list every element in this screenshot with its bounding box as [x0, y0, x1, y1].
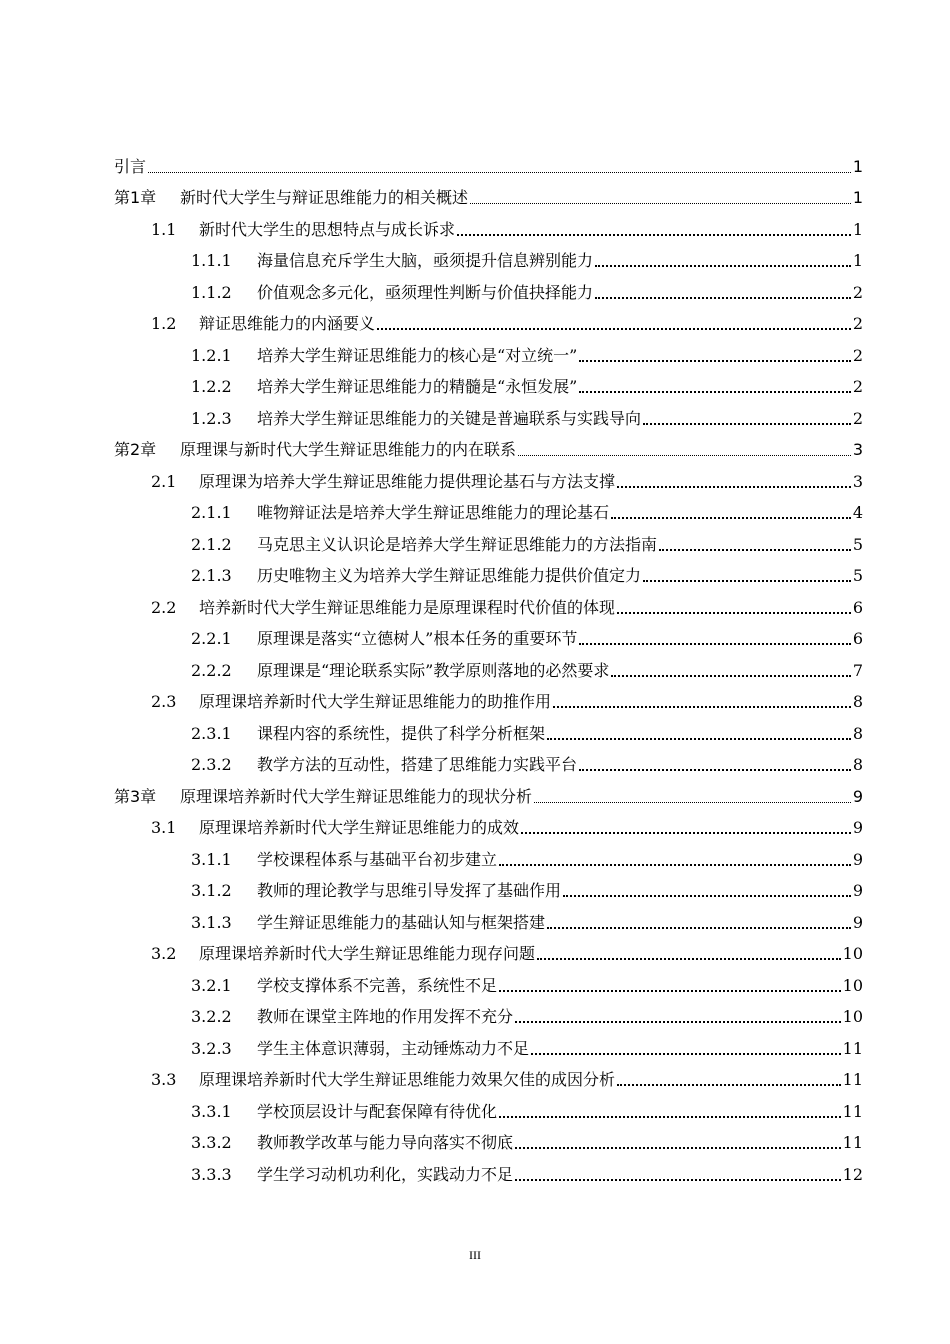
- toc-entry-chapter-1[interactable]: [114, 178, 863, 210]
- toc-page-number: 12: [842, 1164, 863, 1184]
- toc-page-number: 9: [852, 881, 863, 900]
- toc-entry-title: 学校顶层设计与配套保障有待优化: [257, 1101, 498, 1121]
- toc-entry-title: 学生辩证思维能力的基础认知与框架搭建: [257, 912, 546, 932]
- toc-page-number: 11: [842, 1101, 863, 1121]
- dot-leader: [553, 706, 851, 708]
- toc-entry-section-2-3[interactable]: [114, 682, 863, 714]
- dot-leader: [643, 423, 851, 425]
- toc-entry-title: 教师的理论教学与思维引导发挥了基础作用: [257, 881, 562, 900]
- toc-page-number: 9: [852, 818, 863, 837]
- toc-entry-title: 原理课为培养大学生辩证思维能力提供理论基石与方法支撑: [199, 471, 616, 491]
- toc-page-number: 6: [852, 597, 863, 617]
- toc-subsection-number: 3.2.1: [191, 975, 232, 995]
- dot-leader: [521, 832, 851, 834]
- toc-subsection-number: 3.3.1: [191, 1101, 232, 1121]
- toc-entry-subsection-2-3-1[interactable]: [114, 713, 863, 745]
- toc-subsection-number: 2.1.2: [191, 534, 232, 554]
- toc-page-number: 2: [852, 282, 863, 302]
- dot-leader: [547, 738, 851, 740]
- toc-entry-subsection-1-2-1[interactable]: [114, 335, 863, 367]
- toc-page-number: 6: [852, 629, 863, 648]
- toc-chapter-number: 第1章: [114, 188, 157, 207]
- toc-entry-subsection-2-1-1[interactable]: [114, 493, 863, 525]
- toc-subsection-number: 3.3.3: [191, 1164, 232, 1184]
- toc-entry-title: 历史唯物主义为培养大学生辩证思维能力提供价值定力: [257, 566, 642, 585]
- toc-entry-title: 马克思主义认识论是培养大学生辩证思维能力的方法指南: [257, 534, 658, 554]
- toc-page-number: 8: [852, 692, 863, 711]
- toc-subsection-number: 3.1.1: [191, 849, 232, 869]
- toc-page-number: 1: [852, 251, 863, 270]
- toc-subsection-number: 3.2.2: [191, 1007, 232, 1026]
- toc-entry-section-3-3[interactable]: [114, 1060, 863, 1092]
- toc-entry-subsection-3-2-3[interactable]: [114, 1028, 863, 1060]
- toc-page-number: 2: [852, 345, 863, 365]
- toc-chapter-number: 第2章: [114, 440, 157, 459]
- toc-page-number: 2: [852, 314, 863, 333]
- toc-subsection-number: 1.1.1: [191, 251, 232, 270]
- toc-subsection-number: 3.3.2: [191, 1133, 232, 1152]
- toc-entry-subsection-3-3-3[interactable]: [114, 1154, 863, 1186]
- dot-leader: [518, 455, 851, 456]
- toc-entry-subsection-1-2-2[interactable]: [114, 367, 863, 399]
- toc-entry-section-2-2[interactable]: [114, 587, 863, 619]
- toc-page-number: 10: [842, 944, 863, 963]
- toc-entry-title: 培养大学生辩证思维能力的精髓是“永恒发展”: [257, 377, 578, 396]
- toc-page-number: 9: [852, 849, 863, 869]
- toc-entry-title: 学生主体意识薄弱，主动锤炼动力不足: [257, 1038, 530, 1058]
- dot-leader: [148, 172, 851, 173]
- dot-leader: [617, 486, 851, 488]
- toc-entry-title: 原理课培养新时代大学生辩证思维能力的成效: [199, 818, 520, 837]
- toc-page-number: 2: [852, 408, 863, 428]
- dot-leader: [617, 1084, 841, 1086]
- toc-page-number: 1: [852, 188, 863, 207]
- dot-leader: [659, 549, 851, 551]
- toc-page-number: 2: [852, 377, 863, 396]
- toc-section-number: 3.3: [151, 1070, 177, 1089]
- toc-entry-title: 学生学习动机功利化，实践动力不足: [257, 1164, 514, 1184]
- toc-page-number: 5: [852, 534, 863, 554]
- toc-subsection-number: 1.2.3: [191, 408, 232, 428]
- dot-leader: [579, 769, 851, 771]
- dot-leader: [617, 612, 851, 614]
- toc-entry-subsection-2-2-2[interactable]: [114, 650, 863, 682]
- toc-entry-title: 原理课培养新时代大学生辩证思维能力现存问题: [199, 944, 536, 963]
- toc-page-number: 8: [852, 755, 863, 774]
- toc-entry-title: 原理课培养新时代大学生辩证思维能力效果欠佳的成因分析: [199, 1070, 616, 1089]
- dot-leader: [499, 864, 851, 866]
- dot-leader: [537, 958, 841, 960]
- toc-entry-title: 引言: [114, 156, 147, 176]
- toc-subsection-number: 1.2.1: [191, 345, 232, 365]
- table-of-contents: [114, 146, 863, 1186]
- toc-entry-intro[interactable]: [114, 146, 863, 178]
- toc-entry-title: 学校课程体系与基础平台初步建立: [257, 849, 498, 869]
- dot-leader: [515, 1147, 841, 1149]
- toc-entry-subsection-3-1-2[interactable]: [114, 871, 863, 903]
- toc-entry-subsection-3-3-1[interactable]: [114, 1091, 863, 1123]
- dot-leader: [534, 802, 851, 803]
- toc-entry-title: 海量信息充斥学生大脑，亟须提升信息辨别能力: [257, 251, 594, 270]
- toc-entry-title: 原理课与新时代大学生辩证思维能力的内在联系: [180, 440, 517, 459]
- toc-subsection-number: 3.1.3: [191, 912, 232, 932]
- toc-page-number: 8: [852, 723, 863, 743]
- toc-entry-title: 原理课是“理论联系实际”教学原则落地的必然要求: [257, 660, 610, 680]
- dot-leader: [579, 643, 850, 645]
- toc-entry-subsection-2-2-1[interactable]: [114, 619, 863, 651]
- toc-section-number: 2.2: [151, 597, 177, 617]
- toc-entry-title: 培养大学生辩证思维能力的关键是普遍联系与实践导向: [257, 408, 642, 428]
- toc-page-number: 7: [852, 660, 863, 680]
- toc-page-number: 9: [852, 786, 863, 806]
- dot-leader: [643, 580, 851, 582]
- toc-entry-title: 学校支撑体系不完善，系统性不足: [257, 975, 498, 995]
- toc-entry-title: 原理课培养新时代大学生辩证思维能力的助推作用: [199, 692, 552, 711]
- toc-entry-section-1-2[interactable]: [114, 304, 863, 336]
- toc-page-number: 1: [852, 156, 863, 176]
- toc-entry-title: 唯物辩证法是培养大学生辩证思维能力的理论基石: [257, 503, 610, 522]
- dot-leader: [470, 203, 851, 204]
- toc-subsection-number: 2.2.2: [191, 660, 232, 680]
- toc-page-number: 11: [842, 1070, 863, 1089]
- toc-entry-chapter-2[interactable]: [114, 430, 863, 462]
- toc-section-number: 2.3: [151, 692, 177, 711]
- toc-subsection-number: 1.2.2: [191, 377, 232, 396]
- toc-entry-title: 培养大学生辩证思维能力的核心是“对立统一”: [257, 345, 578, 365]
- toc-entry-subsection-3-2-1[interactable]: [114, 965, 863, 997]
- toc-entry-section-1-1[interactable]: [114, 209, 863, 241]
- dot-leader: [563, 895, 851, 897]
- toc-subsection-number: 1.1.2: [191, 282, 232, 302]
- toc-entry-title: 教师在课堂主阵地的作用发挥不充分: [257, 1007, 514, 1026]
- toc-entry-subsection-2-1-3[interactable]: [114, 556, 863, 588]
- toc-subsection-number: 2.1.3: [191, 566, 232, 585]
- toc-subsection-number: 2.2.1: [191, 629, 232, 648]
- toc-entry-title: 教师教学改革与能力导向落实不彻底: [257, 1133, 514, 1152]
- toc-entry-title: 教学方法的互动性，搭建了思维能力实践平台: [257, 755, 578, 774]
- toc-entry-subsection-1-1-1[interactable]: [114, 241, 863, 273]
- toc-page-number: 3: [852, 471, 863, 491]
- dot-leader: [377, 328, 851, 330]
- toc-entry-chapter-3[interactable]: [114, 776, 863, 808]
- toc-entry-subsection-1-2-3[interactable]: [114, 398, 863, 430]
- toc-subsection-number: 2.3.1: [191, 723, 232, 743]
- dot-leader: [611, 675, 850, 677]
- toc-page-number: 3: [852, 440, 863, 459]
- toc-entry-title: 培养新时代大学生辩证思维能力是原理课程时代价值的体现: [199, 597, 616, 617]
- toc-subsection-number: 3.1.2: [191, 881, 232, 900]
- toc-entry-title: 新时代大学生的思想特点与成长诉求: [199, 219, 456, 239]
- toc-entry-title: 原理课是落实“立德树人”根本任务的重要环节: [257, 629, 578, 648]
- toc-page-number: 10: [842, 975, 863, 995]
- toc-entry-section-2-1[interactable]: [114, 461, 863, 493]
- toc-entry-section-3-1[interactable]: [114, 808, 863, 840]
- dot-leader: [595, 297, 851, 299]
- toc-page-number: 11: [842, 1038, 863, 1058]
- toc-entry-subsection-3-1-3[interactable]: [114, 902, 863, 934]
- dot-leader: [579, 360, 850, 362]
- dot-leader: [531, 1053, 841, 1055]
- toc-page-number: 11: [842, 1133, 863, 1152]
- toc-section-number: 1.2: [151, 314, 177, 333]
- toc-entry-subsection-2-3-2[interactable]: [114, 745, 863, 777]
- toc-subsection-number: 2.1.1: [191, 503, 232, 522]
- dot-leader: [595, 265, 851, 267]
- toc-entry-subsection-1-1-2[interactable]: [114, 272, 863, 304]
- toc-subsection-number: 3.2.3: [191, 1038, 232, 1058]
- toc-entry-title: 辩证思维能力的内涵要义: [199, 314, 376, 333]
- toc-entry-subsection-3-3-2[interactable]: [114, 1123, 863, 1155]
- dot-leader: [499, 990, 841, 992]
- toc-entry-section-3-2[interactable]: [114, 934, 863, 966]
- dot-leader: [499, 1116, 841, 1118]
- toc-entry-subsection-3-2-2[interactable]: [114, 997, 863, 1029]
- dot-leader: [515, 1021, 841, 1023]
- toc-section-number: 3.1: [151, 818, 177, 837]
- page-number-footer: III: [469, 1248, 481, 1262]
- toc-page-number: 10: [842, 1007, 863, 1026]
- toc-entry-title: 课程内容的系统性，提供了科学分析框架: [257, 723, 546, 743]
- dot-leader: [457, 234, 851, 236]
- toc-section-number: 1.1: [151, 219, 177, 239]
- dot-leader: [547, 927, 851, 929]
- toc-entry-title: 价值观念多元化，亟须理性判断与价值抉择能力: [257, 282, 594, 302]
- toc-entry-subsection-3-1-1[interactable]: [114, 839, 863, 871]
- toc-page-number: 1: [852, 219, 863, 239]
- toc-section-number: 3.2: [151, 944, 177, 963]
- toc-page-number: 4: [852, 503, 863, 522]
- dot-leader: [579, 391, 850, 393]
- toc-chapter-number: 第3章: [114, 786, 157, 806]
- toc-page-number: 5: [852, 566, 863, 585]
- toc-section-number: 2.1: [151, 471, 177, 491]
- dot-leader: [515, 1179, 841, 1181]
- toc-entry-title: 新时代大学生与辩证思维能力的相关概述: [180, 188, 469, 207]
- toc-subsection-number: 2.3.2: [191, 755, 232, 774]
- toc-entry-subsection-2-1-2[interactable]: [114, 524, 863, 556]
- dot-leader: [611, 517, 851, 519]
- toc-entry-title: 原理课培养新时代大学生辩证思维能力的现状分析: [180, 786, 533, 806]
- toc-page-number: 9: [852, 912, 863, 932]
